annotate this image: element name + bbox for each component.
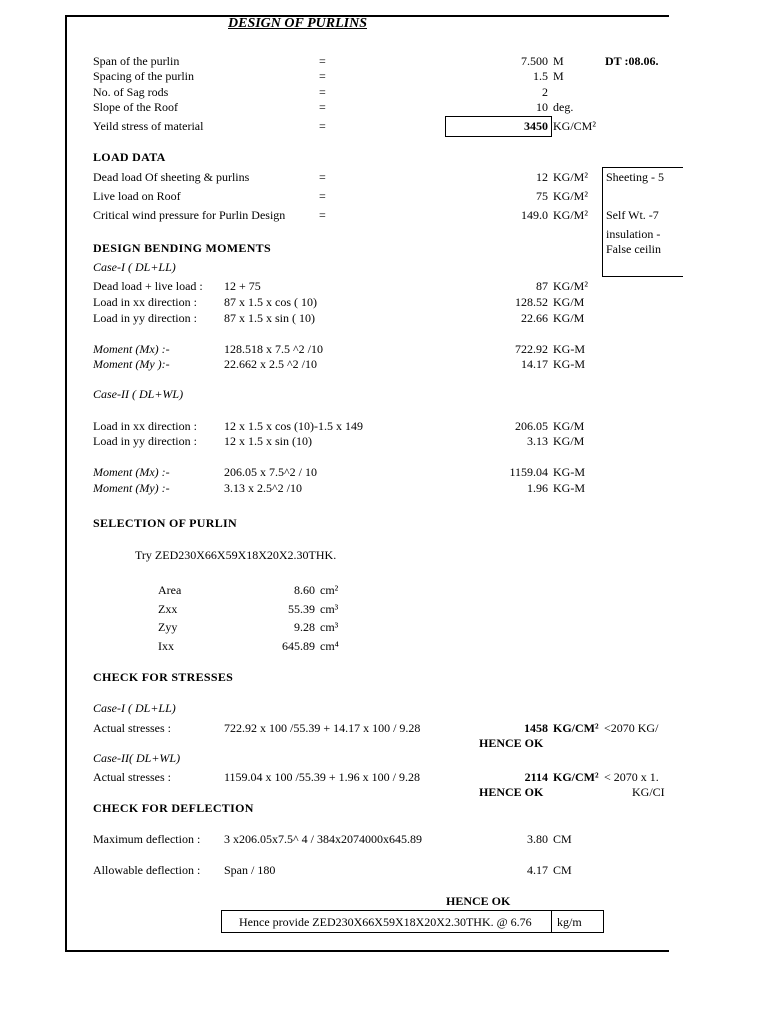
calc-unit: KG-M — [553, 357, 585, 371]
calc-label: Load in yy direction : — [93, 311, 197, 325]
calc-unit: CM — [553, 863, 572, 877]
calc-label: Maximum deflection : — [93, 832, 201, 846]
conclusion-unit: kg/m — [557, 915, 582, 929]
calc-value: 3.80 — [527, 832, 548, 846]
calc-expr: Span / 180 — [224, 863, 276, 877]
param-value: 7.500 — [521, 54, 548, 68]
calc-expr: 1159.04 x 100 /55.39 + 1.96 x 100 / 9.28 — [224, 770, 420, 784]
equals-sign: = — [319, 208, 326, 222]
case-title: Case-II( DL+WL) — [93, 751, 181, 765]
calc-label: Actual stresses : — [93, 770, 171, 784]
param-unit: M — [553, 69, 564, 83]
load-label: Live load on Roof — [93, 189, 181, 203]
prop-unit: cm⁴ — [320, 639, 339, 653]
calc-expr: 12 + 75 — [224, 279, 261, 293]
calc-unit: KG/M — [553, 419, 585, 433]
hence-ok-label: HENCE OK — [479, 736, 544, 750]
section-heading: SELECTION OF PURLIN — [93, 516, 237, 530]
param-label: No. of Sag rods — [93, 85, 169, 99]
load-unit: KG/M² — [553, 208, 588, 222]
calc-value: 1.96 — [527, 481, 548, 495]
param-value: 2 — [542, 85, 548, 99]
calc-unit: CM — [553, 832, 572, 846]
calc-label: Load in xx direction : — [93, 295, 197, 309]
stress-compare: <2070 KG/ — [604, 721, 659, 735]
calc-expr: 22.662 x 2.5 ^2 /10 — [224, 357, 317, 371]
date-label: DT :08.06. — [605, 54, 659, 68]
calc-unit: KG-M — [553, 465, 585, 479]
conclusion-text: Hence provide ZED230X66X59X18X20X2.30THK. @ 6.76 — [239, 915, 532, 929]
load-unit: KG/M² — [553, 189, 588, 203]
load-label: Dead load Of sheeting & purlins — [93, 170, 250, 184]
case-title: Case-II ( DL+WL) — [93, 387, 184, 401]
param-label: Slope of the Roof — [93, 100, 178, 114]
page-title: DESIGN OF PURLINS — [228, 16, 367, 31]
equals-sign: = — [319, 119, 326, 133]
hence-ok-label: HENCE OK — [479, 785, 544, 799]
calc-expr: 3 x206.05x7.5^ 4 / 384x2074000x645.89 — [224, 832, 422, 846]
param-value: 10 — [536, 100, 548, 114]
stress-unit: KG/CM² — [553, 770, 599, 784]
calc-expr: 12 x 1.5 x cos (10)-1.5 x 149 — [224, 419, 363, 433]
calc-unit: KG-M — [553, 342, 585, 356]
section-heading: CHECK FOR STRESSES — [93, 670, 234, 684]
try-section-text: Try ZED230X66X59X18X20X2.30THK. — [135, 548, 337, 562]
prop-value: 55.39 — [288, 602, 315, 616]
calc-expr: 87 x 1.5 x sin ( 10) — [224, 311, 315, 325]
calc-expr: 87 x 1.5 x cos ( 10) — [224, 295, 317, 309]
calc-label: Load in xx direction : — [93, 419, 197, 433]
section-heading: CHECK FOR DEFLECTION — [93, 801, 254, 815]
calc-expr: 128.518 x 7.5 ^2 /10 — [224, 342, 323, 356]
param-unit: deg. — [553, 100, 574, 114]
calc-value: 4.17 — [527, 863, 548, 877]
calc-value: 87 — [536, 279, 548, 293]
calc-expr: 3.13 x 2.5^2 /10 — [224, 481, 302, 495]
section-heading: DESIGN BENDING MOMENTS — [93, 241, 271, 255]
stress-value: 1458 — [524, 721, 548, 735]
calc-value: 22.66 — [521, 311, 548, 325]
prop-unit: cm³ — [320, 620, 339, 634]
load-note-line: Sheeting - 5 — [606, 170, 664, 184]
moment-label: Moment (Mx) :- — [93, 342, 170, 356]
moment-label: Moment (My ):- — [93, 357, 170, 371]
calc-expr: 722.92 x 100 /55.39 + 14.17 x 100 / 9.28 — [224, 721, 421, 735]
equals-sign: = — [319, 85, 326, 99]
calc-unit: KG-M — [553, 481, 585, 495]
prop-value: 8.60 — [294, 583, 315, 597]
calc-unit: KG/M — [553, 311, 585, 325]
param-label: Span of the purlin — [93, 54, 180, 68]
calc-expr: 12 x 1.5 x sin (10) — [224, 434, 312, 448]
stress-compare-unit: KG/CI — [632, 785, 665, 799]
param-value: 3450 — [524, 119, 548, 133]
hence-ok-label: HENCE OK — [446, 894, 511, 908]
calc-label: Actual stresses : — [93, 721, 171, 735]
equals-sign: = — [319, 189, 326, 203]
stress-unit: KG/CM² — [553, 721, 599, 735]
equals-sign: = — [319, 69, 326, 83]
calc-label: Dead load + live load : — [93, 279, 203, 293]
calc-unit: KG/M — [553, 295, 585, 309]
calc-value: 1159.04 — [509, 465, 548, 479]
calc-value: 206.05 — [515, 419, 548, 433]
prop-name: Area — [158, 583, 182, 597]
prop-name: Zyy — [158, 620, 178, 634]
load-value: 75 — [536, 189, 548, 203]
load-label: Critical wind pressure for Purlin Design — [93, 208, 286, 222]
prop-name: Ixx — [158, 639, 174, 653]
load-note-line: insulation - — [606, 227, 661, 241]
param-label: Yeild stress of material — [93, 119, 204, 133]
calc-label: Allowable deflection : — [93, 863, 201, 877]
param-unit: KG/CM² — [553, 119, 596, 133]
moment-label: Moment (My) :- — [93, 481, 170, 495]
param-value: 1.5 — [533, 69, 548, 83]
calc-value: 722.92 — [515, 342, 548, 356]
calc-value: 3.13 — [527, 434, 548, 448]
case-title: Case-I ( DL+LL) — [93, 701, 176, 715]
calc-value: 14.17 — [521, 357, 548, 371]
prop-name: Zxx — [158, 602, 178, 616]
calc-unit: KG/M² — [553, 279, 588, 293]
equals-sign: = — [319, 54, 326, 68]
calc-unit: KG/M — [553, 434, 585, 448]
calc-label: Load in yy direction : — [93, 434, 197, 448]
moment-label: Moment (Mx) :- — [93, 465, 170, 479]
stress-value: 2114 — [524, 770, 548, 784]
load-value: 12 — [536, 170, 548, 184]
prop-value: 9.28 — [294, 620, 315, 634]
calc-value: 128.52 — [515, 295, 548, 309]
case-title: Case-I ( DL+LL) — [93, 260, 176, 274]
load-note-line: False ceilin — [606, 242, 661, 256]
calc-expr: 206.05 x 7.5^2 / 10 — [224, 465, 317, 479]
prop-unit: cm³ — [320, 602, 339, 616]
equals-sign: = — [319, 170, 326, 184]
stress-compare: < 2070 x 1. — [604, 770, 659, 784]
load-note-line: Self Wt. -7 — [606, 208, 659, 222]
prop-value: 645.89 — [282, 639, 315, 653]
section-heading: LOAD DATA — [93, 150, 166, 164]
param-label: Spacing of the purlin — [93, 69, 194, 83]
equals-sign: = — [319, 100, 326, 114]
load-unit: KG/M² — [553, 170, 588, 184]
load-value: 149.0 — [521, 208, 548, 222]
param-unit: M — [553, 54, 564, 68]
prop-unit: cm² — [320, 583, 339, 597]
